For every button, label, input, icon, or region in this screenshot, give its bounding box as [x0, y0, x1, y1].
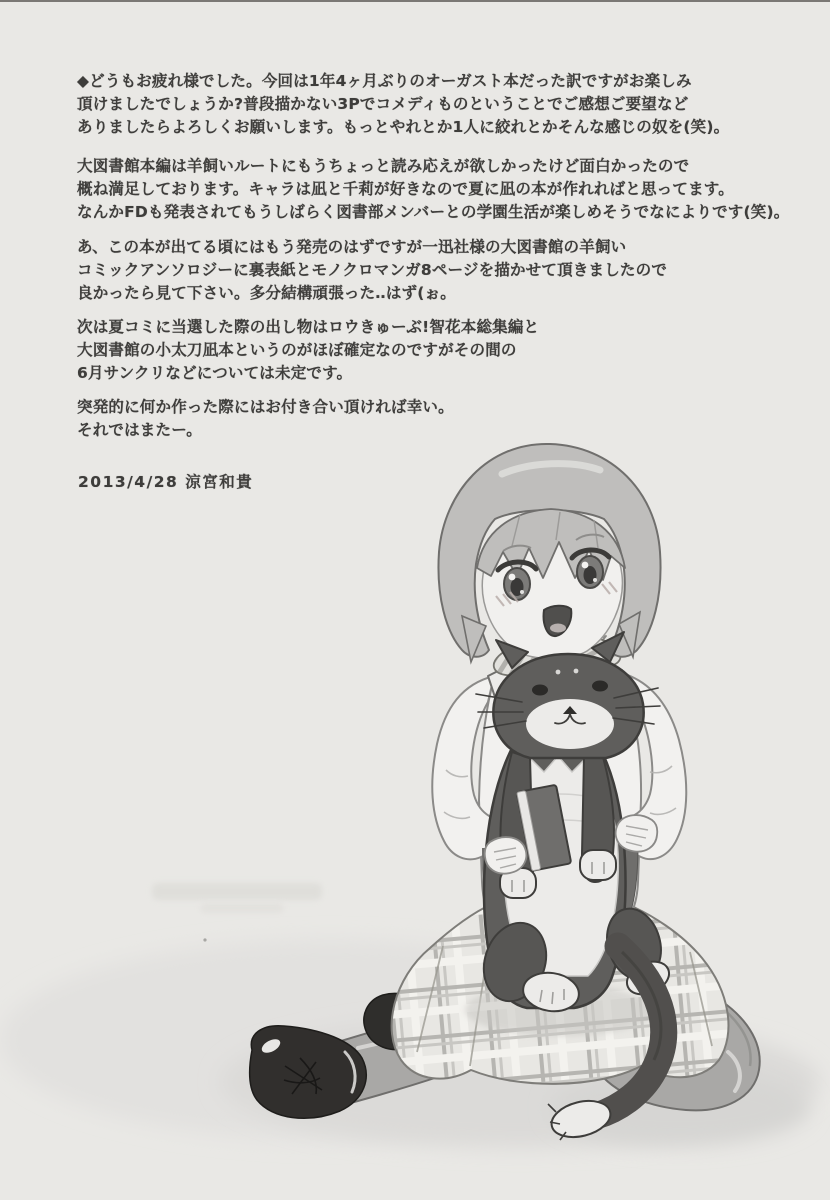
cat-eye	[592, 681, 608, 692]
cat-eye	[532, 685, 548, 696]
date-signature: 2013/4/28 涼宮和貴	[78, 473, 254, 491]
afterword-line: あ、この本が出てる頃にはもう発売のはずですが一迅社様の大図書館の羊飼い	[77, 238, 627, 256]
bleedthrough-ghost	[152, 883, 322, 942]
afterword-line: ◆どうもお疲れ様でした。今回は1年4ヶ月ぶりのオーガスト本だった訳ですがお楽しみ	[77, 72, 692, 90]
afterword-line: 次は夏コミに当選した際の出し物はロウきゅーぶ!智花本総集編と	[77, 318, 540, 336]
afterword-line: 6月サンクリなどについては未定です。	[77, 364, 353, 382]
afterword-line: 大図書館本編は羊飼いルートにもうちょっと読み応えが欲しかったけど面白かったので	[77, 157, 690, 175]
afterword-line: それではまたー。	[77, 421, 202, 439]
afterword-line: 頂けましたでしょうか?普段描かない3Pでコメディものということでご感想ご要望など	[77, 95, 689, 113]
afterword-line: 大図書館の小太刀凪本というのがほぼ確定なのですがその間の	[77, 341, 517, 359]
afterword-line: 概ね満足しております。キャラは凪と千莉が好きなので夏に凪の本が作れればと思ってます。	[77, 180, 734, 198]
afterword-line: なんかFDも発表されてもうしばらく図書部メンバーとの学園生活が楽しめそうでなによりです(笑)。	[77, 203, 790, 221]
afterword-line: 良かったら見て下さい。多分結構頑張った‥はず(ぉ。	[77, 284, 456, 302]
afterword-line: コミックアンソロジーに裏表紙とモノクロマンガ8ページを描かせて頂きましたので	[77, 261, 668, 279]
afterword-line: 突発的に何か作った際にはお付き合い頂ければ幸い。	[77, 398, 454, 416]
afterword-line: ありましたらよろしくお願いします。もっとやれとか1人に絞れとかそんな感じの奴を(笑)。	[77, 118, 730, 136]
head	[438, 444, 660, 662]
